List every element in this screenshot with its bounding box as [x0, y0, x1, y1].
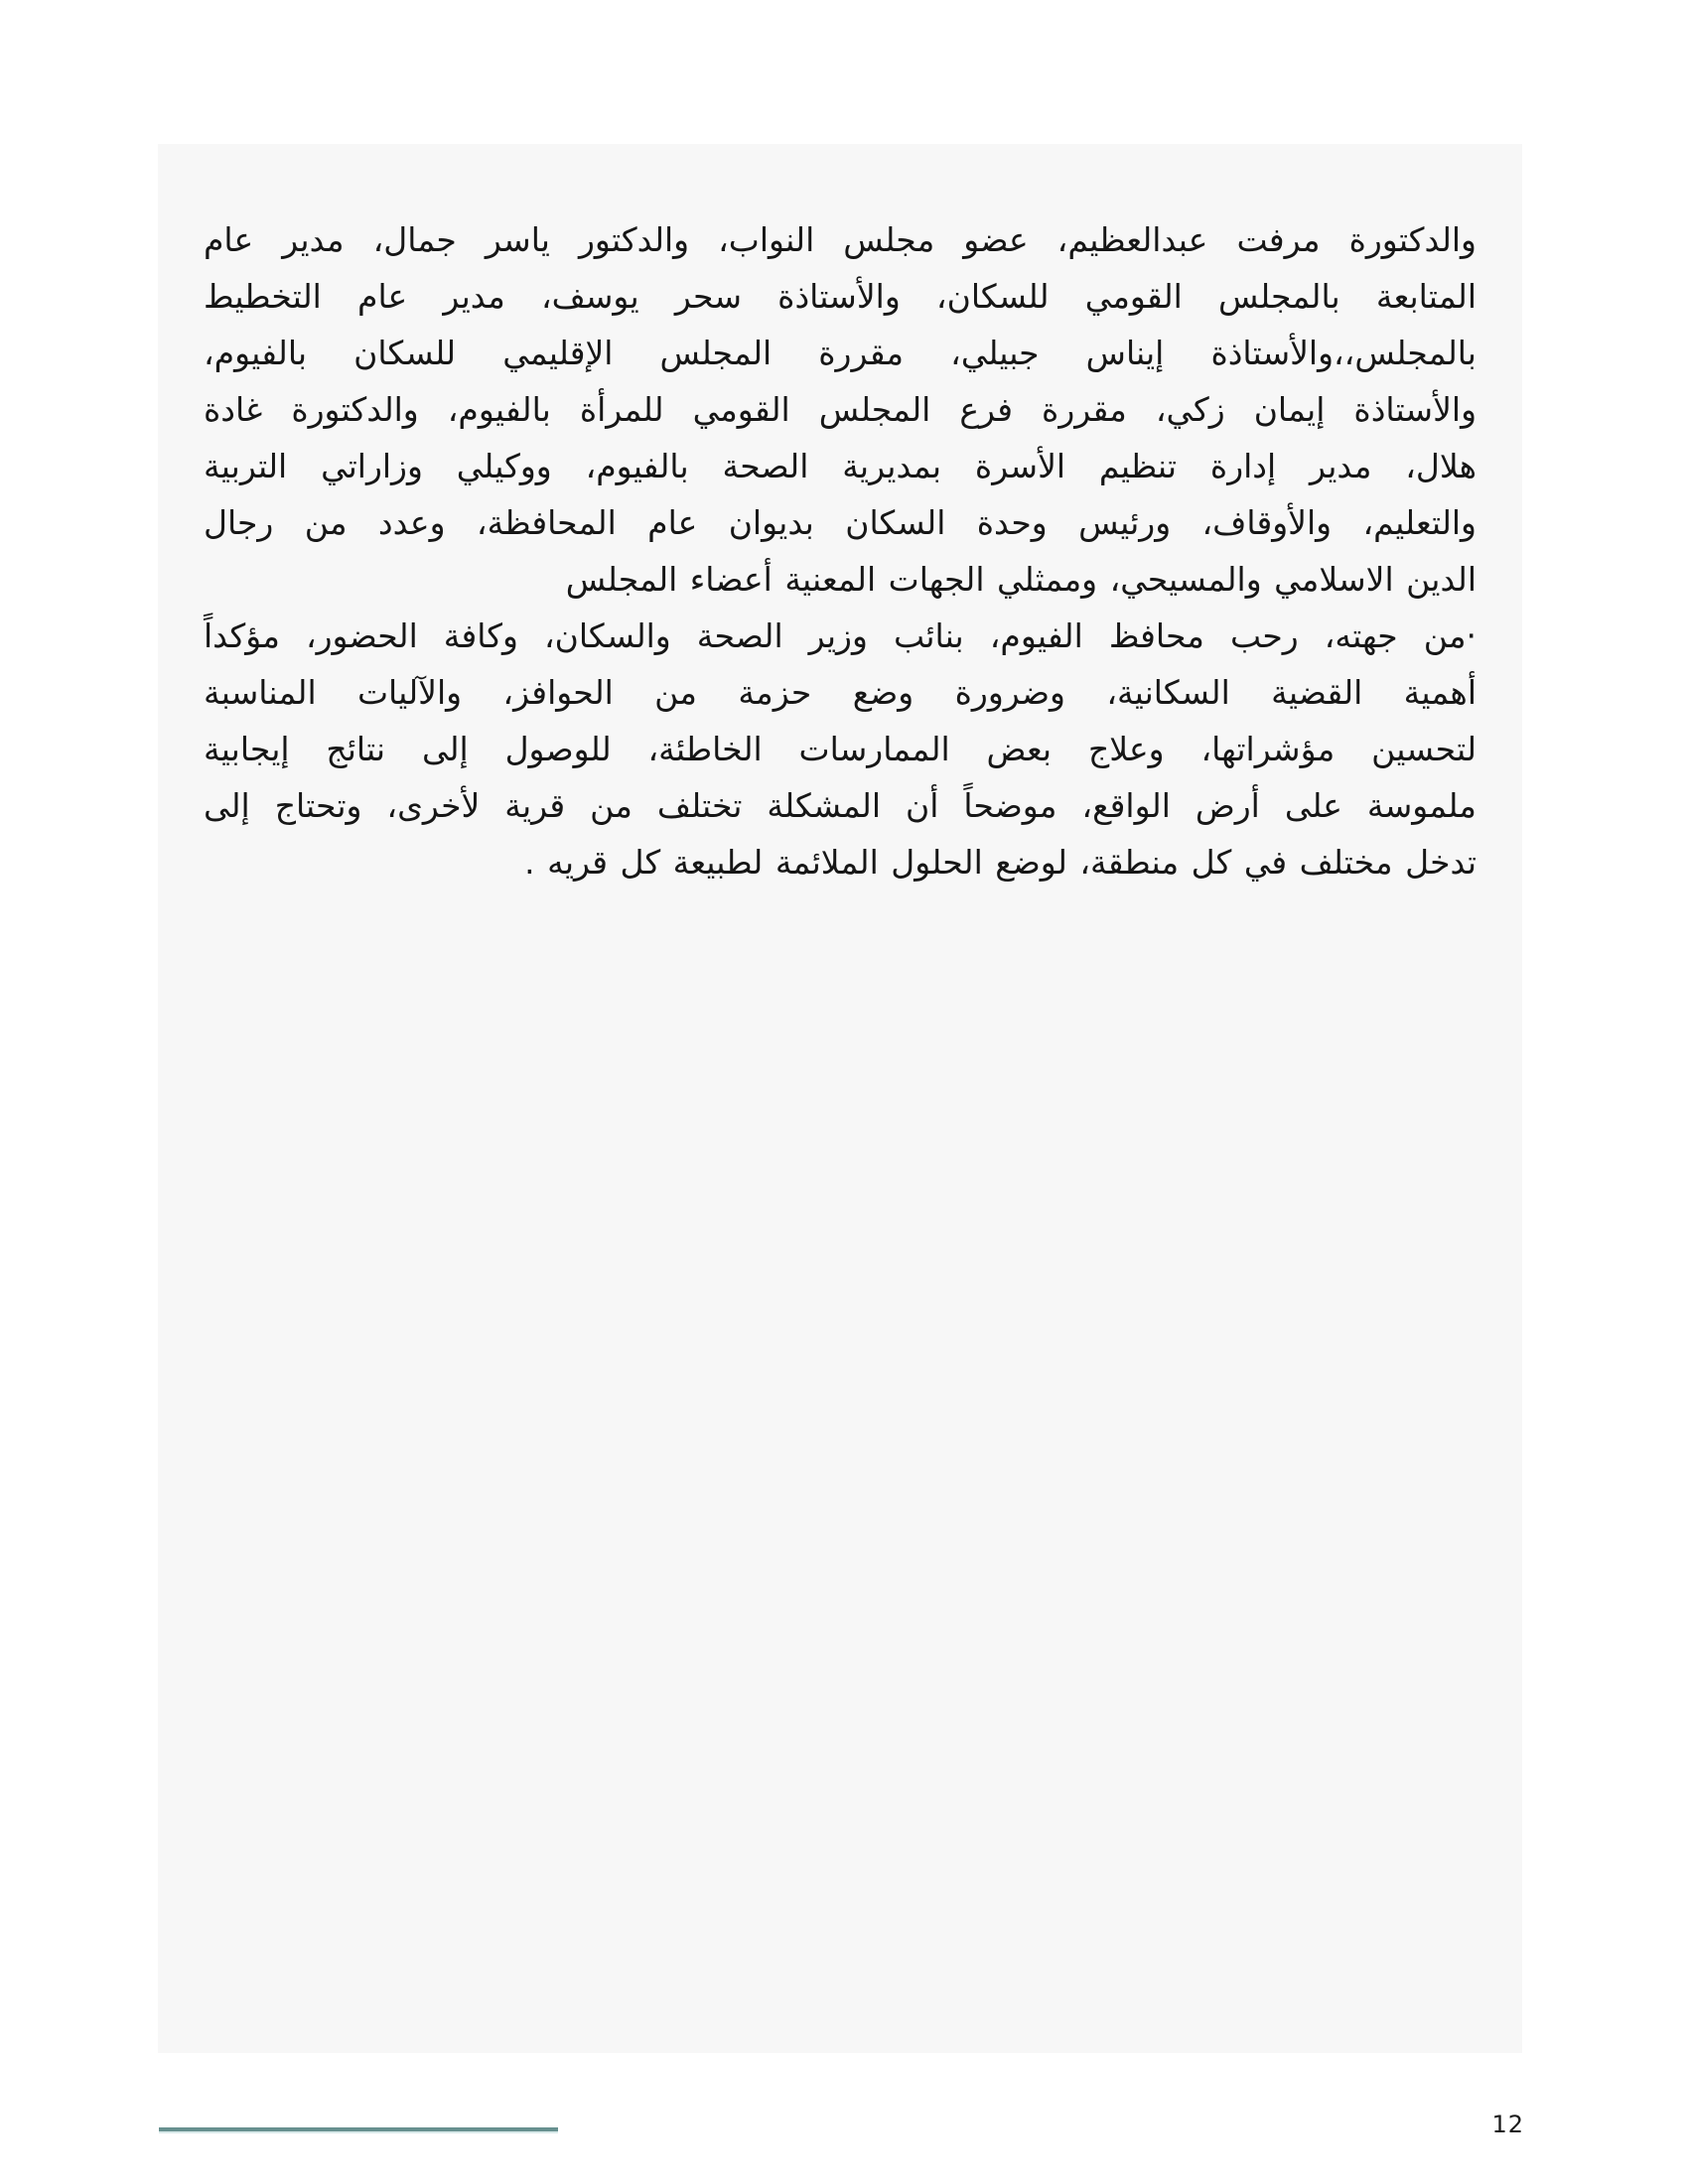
text-line: هلال، مدير إدارة تنظيم الأسرة بمديرية الصحة بالفيوم، ووكيلي وزاراتي التربية	[204, 447, 1477, 485]
text-line: ملموسة على أرض الواقع، موضحاً أن المشكلة تختلف من قرية لأخرى، وتحتاج إلى	[204, 786, 1477, 825]
text-line: أهمية القضية السكانية، وضرورة وضع حزمة من الحوافز، والآليات المناسبة	[204, 673, 1477, 712]
footer-accent-line	[159, 2127, 558, 2133]
text-line-paragraph-end: الدين الاسلامي والمسيحي، وممثلي الجهات المعنية أعضاء المجلس	[565, 560, 1477, 599]
text-line: بالمجلس،،والأستاذة إيناس جبيلي، مقررة المجلس الإقليمي للسكان بالفيوم،	[204, 334, 1477, 372]
text-line: ·من جهته، رحب محافظ الفيوم، بنائب وزير الصحة والسكان، وكافة الحضور، مؤكداً	[204, 616, 1477, 655]
text-line: والدكتورة مرفت عبدالعظيم، عضو مجلس النواب، والدكتور ياسر جمال، مدير عام	[204, 220, 1477, 259]
text-line: والأستاذة إيمان زكي، مقررة فرع المجلس القومي للمرأة بالفيوم، والدكتورة غادة	[204, 390, 1477, 429]
document-text-panel	[158, 144, 1522, 2053]
text-line-paragraph-end: تدخل مختلف في كل منطقة، لوضع الحلول الملائمة لطبيعة كل قريه .	[524, 843, 1477, 882]
text-line: المتابعة بالمجلس القومي للسكان، والأستاذة سحر يوسف، مدير عام التخطيط	[204, 277, 1477, 316]
text-line: لتحسين مؤشراتها، وعلاج بعض الممارسات الخاطئة، للوصول إلى نتائج إيجابية	[204, 730, 1477, 768]
article-body	[204, 211, 1477, 890]
page-number-label: 12	[1491, 2111, 1524, 2138]
text-line: والتعليم، والأوقاف، ورئيس وحدة السكان بديوان عام المحافظة، وعدد من رجال	[204, 503, 1477, 542]
